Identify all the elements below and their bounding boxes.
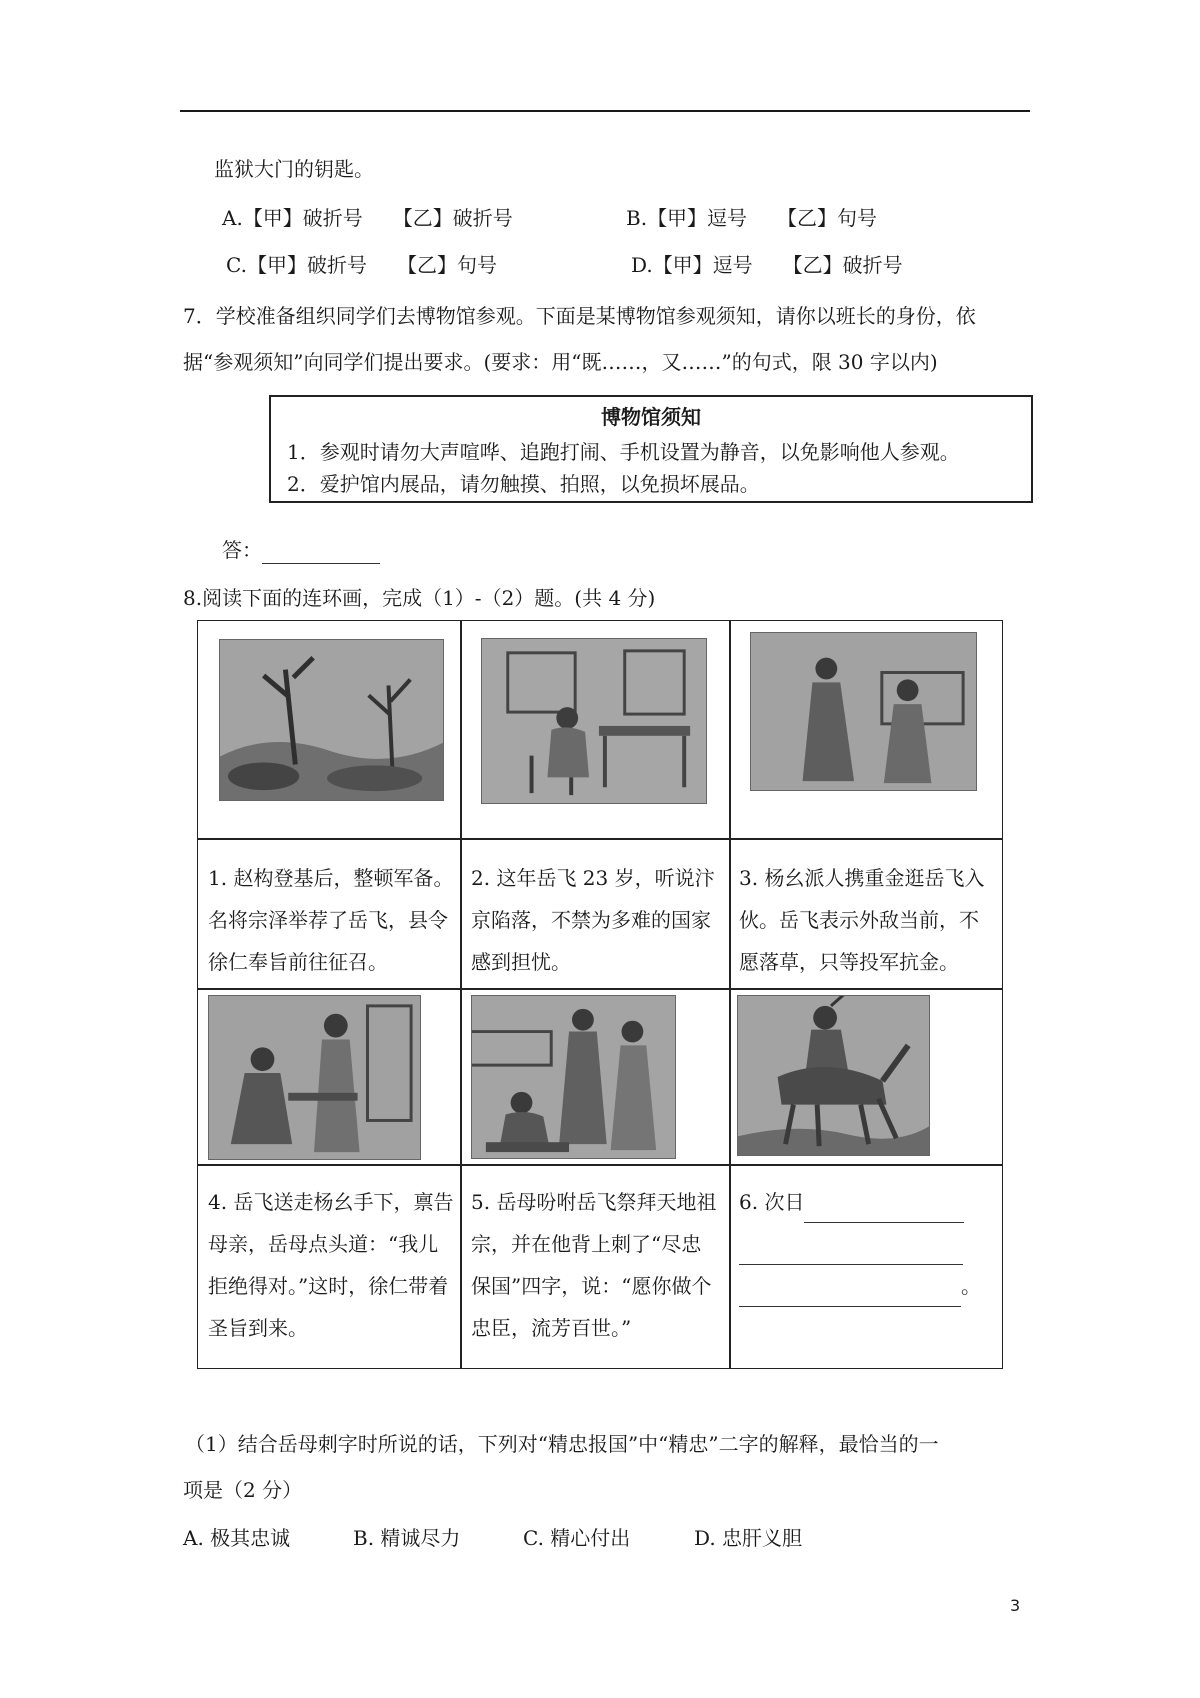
comic-strip-table	[197, 620, 1003, 1369]
option-text: 【甲】破折号 【乙】句号	[246, 253, 497, 277]
q8-prompt: 8.阅读下面的连环画，完成（1）-（2）题。(共 4 分)	[183, 586, 656, 610]
option-letter: B.	[626, 206, 648, 230]
answer-blank[interactable]	[739, 1242, 963, 1265]
table-divider	[198, 838, 1002, 840]
answer-label: 答：	[222, 538, 262, 562]
panel-6-illustration	[737, 995, 930, 1156]
option-text: 【甲】逗号 【乙】句号	[647, 206, 878, 230]
q6-option-a	[222, 204, 513, 232]
panel-5-illustration	[471, 995, 676, 1159]
panel-1-illustration	[219, 639, 444, 801]
panel-2-illustration	[481, 638, 707, 804]
panel-3-caption: 3. 杨幺派人携重金逛岳飞入伙。岳飞表示外敌当前，不愿落草，只等投军抗金。	[739, 866, 985, 974]
answer-blank[interactable]	[804, 1200, 964, 1223]
option-letter: C.	[226, 253, 247, 277]
option-text: 【甲】逗号 【乙】破折号	[652, 253, 903, 277]
notice-item: 2．爱护馆内展品，请勿触摸、拍照，以免损坏展品。	[287, 472, 760, 496]
page-number: 3	[1010, 1596, 1021, 1615]
answer-blank[interactable]	[262, 541, 380, 564]
q8-1-option-a: A. 极其忠诚	[183, 1526, 291, 1550]
panel-3-illustration	[750, 632, 977, 791]
option-letter: A.	[222, 206, 243, 230]
museum-notice-box	[269, 395, 1033, 503]
panel-1-caption: 1. 赵构登基后，整顿军备。名将宗泽举荐了岳飞，县令徐仁奉旨前往征召。	[208, 866, 454, 974]
panel-4-illustration	[208, 995, 421, 1160]
q8-1-option-d: D. 忠肝义胆	[694, 1526, 803, 1550]
answer-line	[222, 536, 380, 564]
q6-option-b	[626, 204, 877, 232]
q7-prompt-line2: 据“参观须知”向同学们提出要求。(要求：用“既……，又……”的句式，限 30 字以内)	[183, 350, 938, 374]
panel-6-caption-block	[739, 1181, 989, 1307]
continuation-text: 监狱大门的钥匙。	[214, 157, 374, 181]
option-letter: D.	[631, 253, 653, 277]
q8-1-option-b: B. 精诚尽力	[353, 1526, 461, 1550]
option-text: 【甲】破折号 【乙】破折号	[242, 206, 513, 230]
notice-item: 1．参观时请勿大声喧哗、追跑打闹、手机设置为静音，以免影响他人参观。	[287, 440, 960, 464]
q8-1-prompt-line1: （1）结合岳母刺字时所说的话，下列对“精忠报国”中“精忠”二字的解释，最恰当的一	[185, 1432, 939, 1456]
table-divider	[198, 988, 1002, 990]
q6-option-d	[631, 251, 903, 279]
panel-4-caption: 4. 岳飞送走杨幺手下，禀告母亲，岳母点头道：“我儿拒绝得对。”这时，徐仁带着圣旨到来。	[208, 1190, 454, 1340]
answer-blank[interactable]	[739, 1284, 961, 1307]
q7-prompt-line1: 7．学校准备组织同学们去博物馆参观。下面是某博物馆参观须知，请你以班长的身份，依	[183, 304, 976, 328]
period-mark: 。	[961, 1274, 981, 1298]
table-divider	[198, 1164, 1002, 1166]
table-divider	[729, 621, 731, 1368]
panel-2-caption: 2. 这年岳飞 23 岁，听说汴京陷落，不禁为多难的国家感到担忧。	[471, 866, 715, 974]
q8-1-option-c: C. 精心付出	[523, 1526, 631, 1550]
header-rule	[180, 110, 1030, 112]
panel-5-caption: 5. 岳母吩咐岳飞祭拜天地祖宗，并在他背上刺了“尽忠保国”四字，说：“愿你做个忠臣，流芳百世。”	[471, 1190, 717, 1340]
q6-option-c	[226, 251, 497, 279]
table-divider	[460, 621, 462, 1368]
panel-6-caption: 6. 次日	[739, 1190, 805, 1214]
q8-1-prompt-line2: 项是（2 分）	[183, 1478, 303, 1502]
notice-title: 博物馆须知	[601, 405, 701, 429]
